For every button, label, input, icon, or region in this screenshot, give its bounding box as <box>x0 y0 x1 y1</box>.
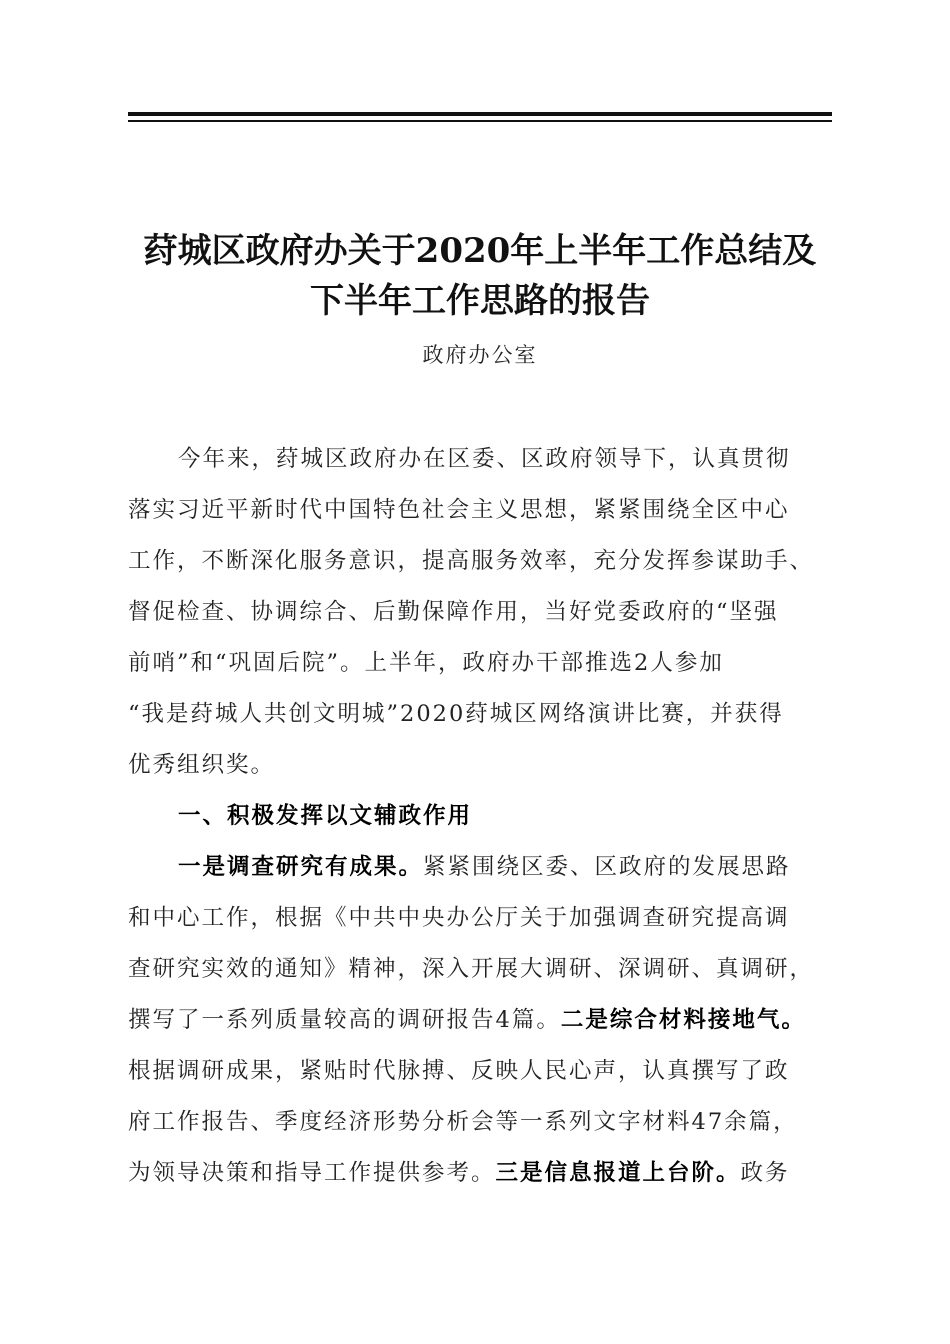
paragraph-line: 今年来，荮城区政府办在区委、区政府领导下，认真贯彻 <box>178 446 791 472</box>
paragraph-line: 优秀组织奖。 <box>128 752 276 778</box>
inline-text: 紧紧围绕区委、区政府的发展思路 <box>423 854 791 880</box>
paragraph-line <box>128 1148 848 1199</box>
header-rule-thick <box>128 112 832 116</box>
paragraph-line: 工作，不断深化服务意识，提高服务效率，充分发挥参谋助手、 <box>128 548 815 574</box>
paragraph-line <box>128 842 848 893</box>
inline-bold-lead: 二是综合材料接地气。 <box>560 1007 806 1033</box>
document-title <box>100 226 860 326</box>
paragraph-line <box>128 995 848 1046</box>
document-body <box>128 434 848 1199</box>
inline-text: 为领导决策和指导工作提供参考。 <box>128 1160 496 1186</box>
paragraph-line: 前哨”和“巩固后院”。上半年，政府办干部推选2人参加 <box>128 650 724 676</box>
paragraph-line: 落实习近平新时代中国特色社会主义思想，紧紧围绕全区中心 <box>128 497 790 523</box>
title-line-2: 下半年工作思路的报告 <box>310 281 650 321</box>
paragraph-line: 和中心工作，根据《中共中央办公厅关于加强调查研究提高调 <box>128 905 790 931</box>
inline-text: 撰写了一系列质量较高的调研报告4篇。 <box>128 1007 561 1033</box>
title-line-1: 荮城区政府办关于2020年上半年工作总结及 <box>143 231 817 271</box>
inline-text: 政务 <box>740 1160 790 1186</box>
header-rule-thin <box>128 120 832 122</box>
paragraph-line: 根据调研成果，紧贴时代脉搏、反映人民心声，认真撰写了政 <box>128 1058 790 1084</box>
paragraph-line: “我是荮城人共创文明城”2020荮城区网络演讲比赛，并获得 <box>128 701 784 727</box>
author-byline: 政府办公室 <box>422 343 538 367</box>
paragraph-line: 查研究实效的通知》精神，深入开展大调研、深调研、真调研， <box>128 956 815 982</box>
paragraph-line: 督促检查、协调综合、后勤保障作用，当好党委政府的“坚强 <box>128 599 779 625</box>
inline-bold-lead: 三是信息报道上台阶。 <box>495 1160 741 1186</box>
inline-bold-lead: 一是调查研究有成果。 <box>178 854 424 880</box>
section-heading: 一、积极发挥以文辅政作用 <box>178 803 473 829</box>
paragraph-line: 府工作报告、季度经济形势分析会等一系列文字材料47余篇， <box>128 1109 798 1135</box>
